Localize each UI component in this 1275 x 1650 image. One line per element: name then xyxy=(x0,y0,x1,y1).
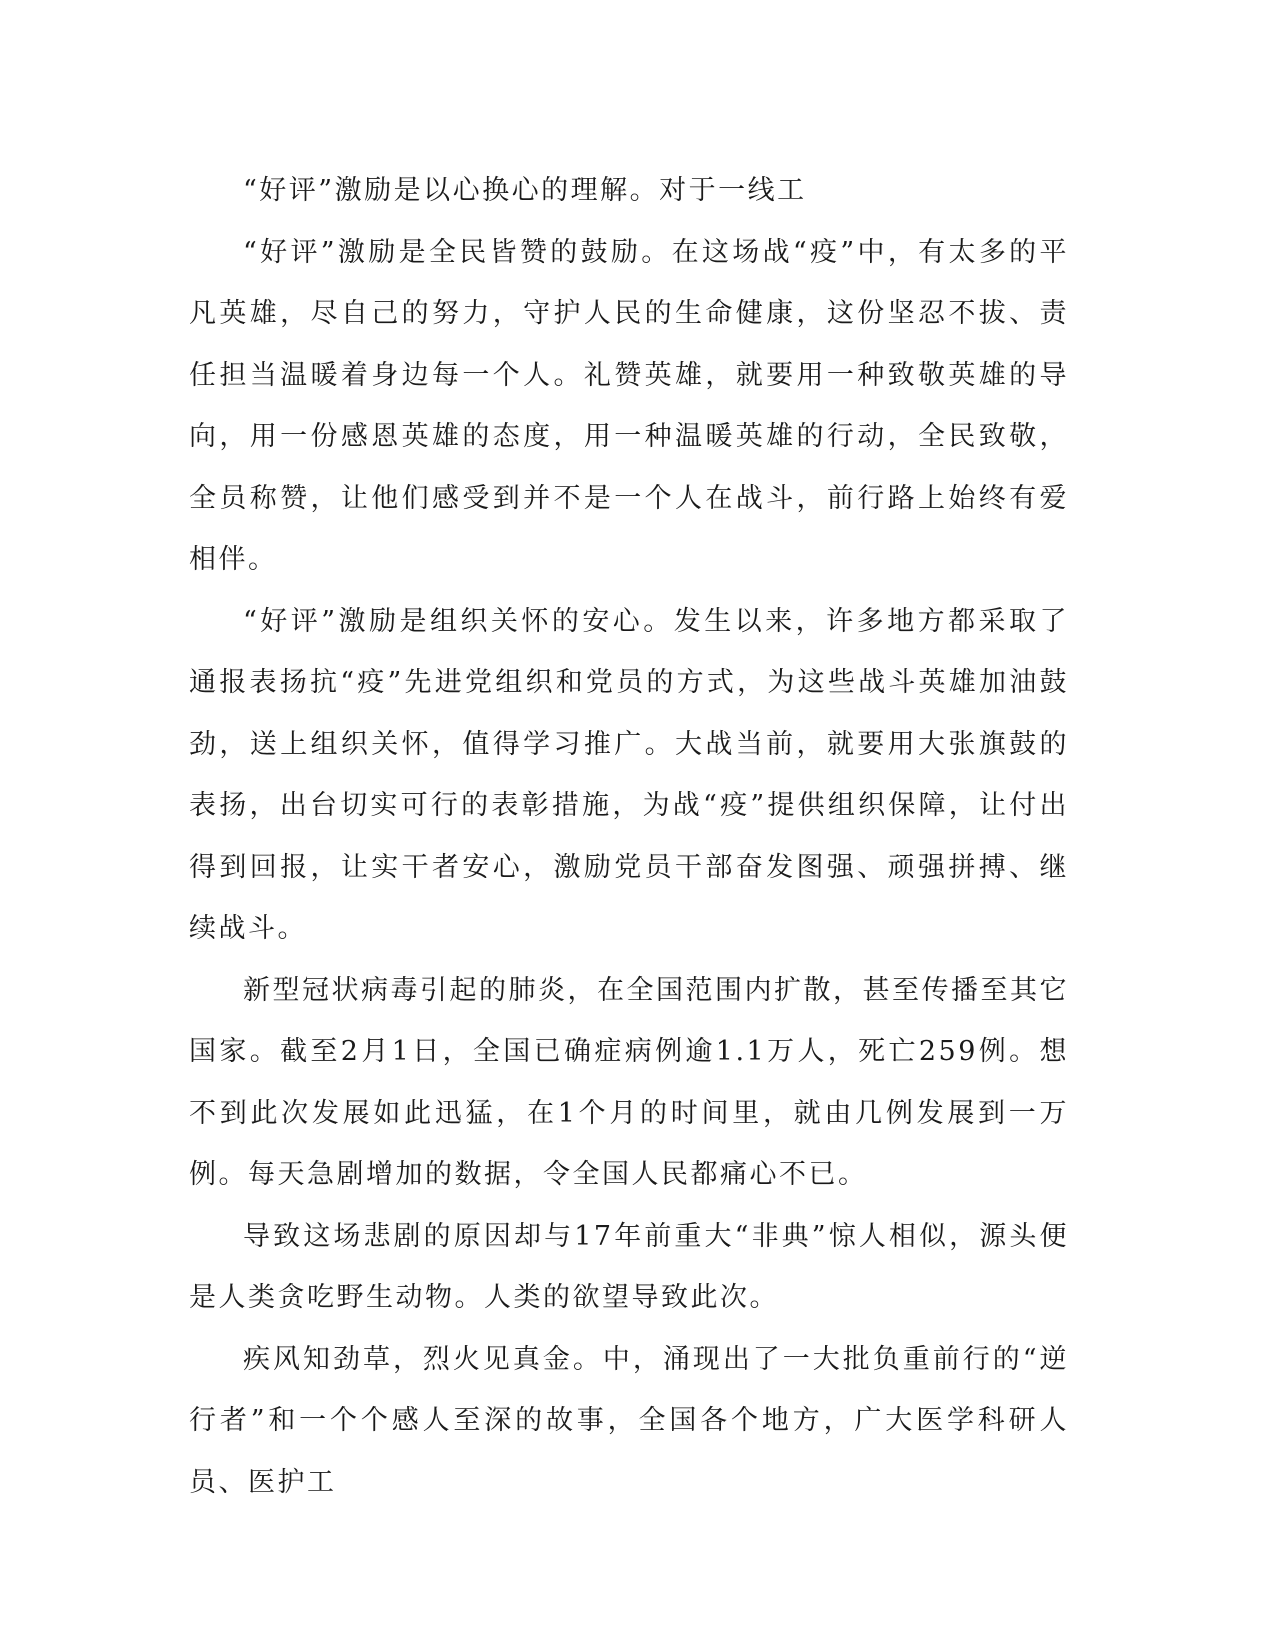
paragraph-4: 新型冠状病毒引起的肺炎，在全国范围内扩散，甚至传播至其它国家。截至2月1日，全国已确症病例逾1.1万人，死亡259例。想不到此次发展如此迅猛，在1个月的时间里，就由几例发展到一万例。每天急剧增加的数据，令全国人民都痛心不已。 xyxy=(189,974,1069,1190)
paragraph-3: “好评”激励是组织关怀的安心。发生以来，许多地方都采取了通报表扬抗“疫”先进党组织和党员的方式，为这些战斗英雄加油鼓劲，送上组织关怀，值得学习推广。大战当前，就要用大张旗鼓的表扬，出台切实可行的表彰措施，为战“疫”提供组织保障，让付出得到回报，让实干者安心，激励党员干部奋发图强、顽强拼搏、继续战斗。 xyxy=(189,605,1069,944)
document-body xyxy=(189,160,1069,1513)
paragraph-5: 导致这场悲剧的原因却与17年前重大“非典”惊人相似，源头便是人类贪吃野生动物。人类的欲望导致此次。 xyxy=(189,1220,1069,1313)
paragraph-2: “好评”激励是全民皆赞的鼓励。在这场战“疫”中，有太多的平凡英雄，尽自己的努力，守护人民的生命健康，这份坚忍不拔、责任担当温暖着身边每一个人。礼赞英雄，就要用一种致敬英雄的导向，用一份感恩英雄的态度，用一种温暖英雄的行动，全民致敬，全员称赞，让他们感受到并不是一个人在战斗，前行路上始终有爱相伴。 xyxy=(189,236,1069,575)
paragraph-1: “好评”激励是以心换心的理解。对于一线工 xyxy=(243,175,807,206)
paragraph-6: 疾风知劲草，烈火见真金。中，涌现出了一大批负重前行的“逆行者”和一个个感人至深的故事，全国各个地方，广大医学科研人员、医护工 xyxy=(189,1343,1069,1498)
